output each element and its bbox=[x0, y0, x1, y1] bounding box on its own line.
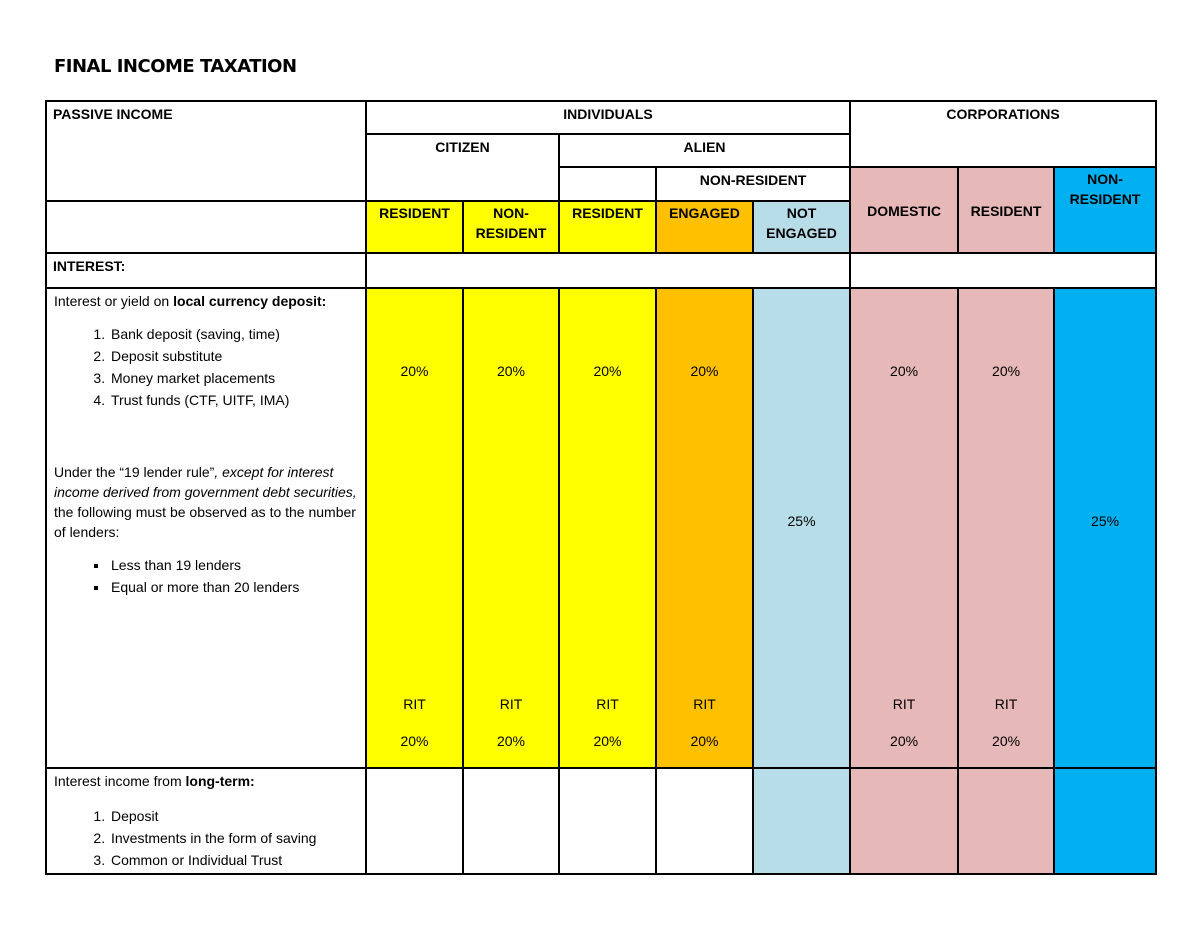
corporations-header: CORPORATIONS bbox=[850, 101, 1156, 167]
lender-rule-bullets bbox=[54, 554, 358, 598]
non-resident-group-header: NON-RESIDENT bbox=[656, 167, 850, 201]
passive-income-header: PASSIVE INCOME bbox=[46, 101, 366, 201]
interest-individuals-blank bbox=[366, 253, 850, 288]
long-term-cell bbox=[753, 768, 850, 874]
long-term-cell bbox=[366, 768, 463, 874]
rate-cell-engaged: 20% RIT 20% bbox=[656, 288, 753, 768]
long-term-cell bbox=[958, 768, 1054, 874]
long-term-cell bbox=[1054, 768, 1156, 874]
list-item: ▪ Equal or more than 20 lenders bbox=[109, 576, 358, 598]
rate-cell-citizen-resident: 20% RIT 20% bbox=[366, 288, 463, 768]
individuals-header: INDIVIDUALS bbox=[366, 101, 850, 134]
col-citizen-resident: RESIDENT bbox=[366, 201, 463, 253]
local-currency-deposit-description bbox=[46, 288, 366, 768]
rate-cell-domestic: 20% RIT 20% bbox=[850, 288, 958, 768]
rate-cell-corp-resident: 20% RIT 20% bbox=[958, 288, 1054, 768]
long-term-cell bbox=[463, 768, 559, 874]
list-item: 1. Bank deposit (saving, time) bbox=[109, 323, 358, 345]
long-term-items bbox=[54, 805, 358, 871]
column-label-spacer bbox=[46, 201, 366, 253]
long-term-cell bbox=[850, 768, 958, 874]
col-corp-non-resident: NON- RESIDENT bbox=[1054, 167, 1156, 253]
alien-header: ALIEN bbox=[559, 134, 850, 167]
rate-cell-corp-non-resident: 25% bbox=[1054, 288, 1156, 768]
long-term-description bbox=[46, 768, 366, 874]
list-item: 3. Common or Individual Trust bbox=[109, 849, 358, 871]
lender-rule-text: Under the “19 lender rule”, except for interest income derived from government debt securities, the following must be observed as to the number of lenders: bbox=[54, 464, 357, 540]
long-term-intro: Interest income from long-term: bbox=[54, 773, 255, 789]
list-item: ▪ Less than 19 lenders bbox=[109, 554, 358, 576]
col-domestic: DOMESTIC bbox=[850, 167, 958, 253]
list-item: 2. Investments in the form of saving bbox=[109, 827, 358, 849]
col-alien-resident: RESIDENT bbox=[559, 201, 656, 253]
rate-cell-citizen-non-resident: 20% RIT 20% bbox=[463, 288, 559, 768]
col-corp-resident: RESIDENT bbox=[958, 167, 1054, 253]
list-item: 1. Deposit bbox=[109, 805, 358, 827]
col-citizen-non-resident: NON- RESIDENT bbox=[463, 201, 559, 253]
long-term-cell bbox=[559, 768, 656, 874]
local-currency-intro: Interest or yield on local currency deposit: bbox=[54, 293, 327, 309]
citizen-header: CITIZEN bbox=[366, 134, 559, 201]
col-engaged: ENGAGED bbox=[656, 201, 753, 253]
col-not-engaged: NOT ENGAGED bbox=[753, 201, 850, 253]
rate-cell-not-engaged: 25% bbox=[753, 288, 850, 768]
alien-resident-spacer bbox=[559, 167, 656, 201]
local-currency-items bbox=[54, 323, 358, 411]
tax-table bbox=[45, 100, 1157, 875]
list-item: 3. Money market placements bbox=[109, 367, 358, 389]
interest-section-label: INTEREST: bbox=[46, 253, 366, 288]
long-term-cell bbox=[656, 768, 753, 874]
document-title: FINAL INCOME TAXATION bbox=[54, 56, 297, 77]
list-item: 2. Deposit substitute bbox=[109, 345, 358, 367]
list-item: 4. Trust funds (CTF, UITF, IMA) bbox=[109, 389, 358, 411]
interest-corporations-blank bbox=[850, 253, 1156, 288]
rate-cell-alien-resident: 20% RIT 20% bbox=[559, 288, 656, 768]
